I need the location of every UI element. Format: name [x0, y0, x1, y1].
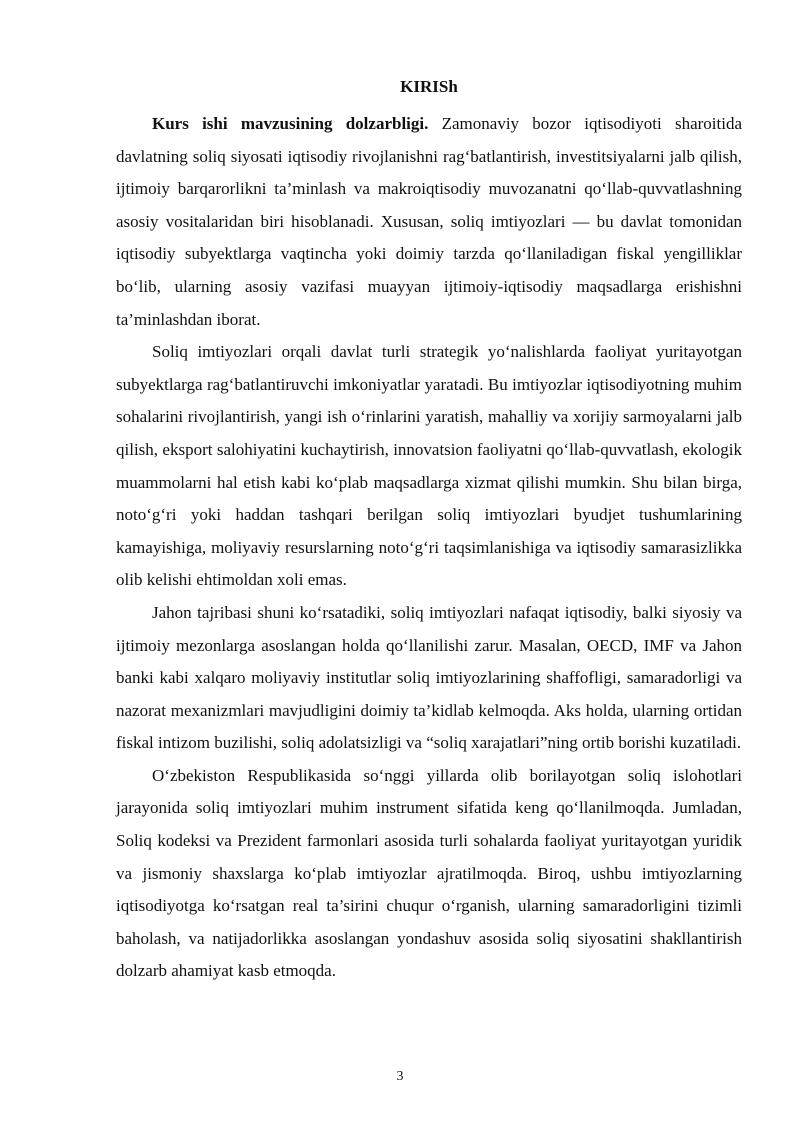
paragraph-incentives: Soliq imtiyozlari orqali davlat turli strategik yo‘nalishlarda faoliyat yuritayotgan subyektlarga rag‘batlantiruvchi imkoniyatlar yaratadi. Bu imtiyozlar iqtisodiyotning muhim sohalarini rivojlantirish, yangi ish o‘rinlarini yaratish, mahalliy va xorijiy sarmoyalarni jalb qilish, eksport salohiyatini kuchaytirish, innovatsion faoliyatni qo‘llab-quvvatlash, ekologik muammolarni hal etish kabi ko‘plab maqsadlarga xizmat qilishi mumkin. Shu bilan birga, noto‘g‘ri yoki haddan tashqari berilgan soliq imtiyozlari byudjet tushumlarining kamayishiga, moliyaviy resurslarning noto‘g‘ri taqsimlanishiga va iqtisodiy samarasizlikka olib kelishi ehtimoldan xoli emas.: [116, 342, 742, 590]
document-body: [116, 74, 742, 988]
page-number: 3: [396, 1069, 404, 1084]
paragraph-world-experience: Jahon tajribasi shuni ko‘rsatadiki, soliq imtiyozlari nafaqat iqtisodiy, balki siyosiy va ijtimoiy mezonlarga asoslangan holda qo‘llanilishi zarur. Masalan, OECD, IMF va Jahon banki kabi xalqaro moliyaviy institutlar soliq imtiyozlarining shaffofligi, samaradorligi va nazorat mexanizmlari mavjudligini doimiy ta’kidlab kelmoqda. Aks holda, ularning ortidan fiskal intizom buzilishi, soliq adolatsizligi va “soliq xarajatlari”ning ortib borishi kuzatiladi.: [116, 602, 742, 753]
paragraph-uzbekistan: O‘zbekiston Respublikasida so‘nggi yillarda olib borilayotgan soliq islohotlari jarayonida soliq imtiyozlari muhim instrument sifatida keng qo‘llanilmoqda. Jumladan, Soliq kodeksi va Prezident farmonlari asosida turli sohalarda faoliyat yuritayotgan yuridik va jismoniy shaxslarga ko‘plab imtiyozlar ajratilmoqda. Biroq, ushbu imtiyozlarning iqtisodiyotga ko‘rsatgan real ta’sirini chuqur o‘rganish, ularning samaradorligini tizimli baholash, va natijadorlikka asoslangan yondashuv asosida soliq siyosatini shakllantirish dolzarb ahamiyat kasb etmoqda.: [116, 765, 742, 981]
paragraph-text: Zamonaviy bozor iqtisodiyoti sharoitida davlatning soliq siyosati iqtisodiy rivojlanishni rag‘batlantirish, investitsiyalarni jalb qilish, ijtimoiy barqarorlikni ta’minlash va makroiqtisodiy muvozanatni qo‘llab-quvvatlashning asosiy vositalaridan biri hisoblanadi. Xususan, soliq imtiyozlari — bu davlat tomonidan iqtisodiy subyektlarga vaqtincha yoki doimiy tarzda qo‘llaniladigan fiskal yengilliklar bo‘lib, ularning asosiy vazifasi muayyan ijtimoiy-iqtisodiy maqsadlarga erishishni ta’minlashdan iborat.: [116, 114, 742, 329]
paragraph-lead: Kurs ishi mavzusining dolzarbligi.: [152, 114, 429, 133]
paragraph-relevance: [116, 108, 742, 336]
section-heading: KIRISh: [400, 77, 458, 96]
